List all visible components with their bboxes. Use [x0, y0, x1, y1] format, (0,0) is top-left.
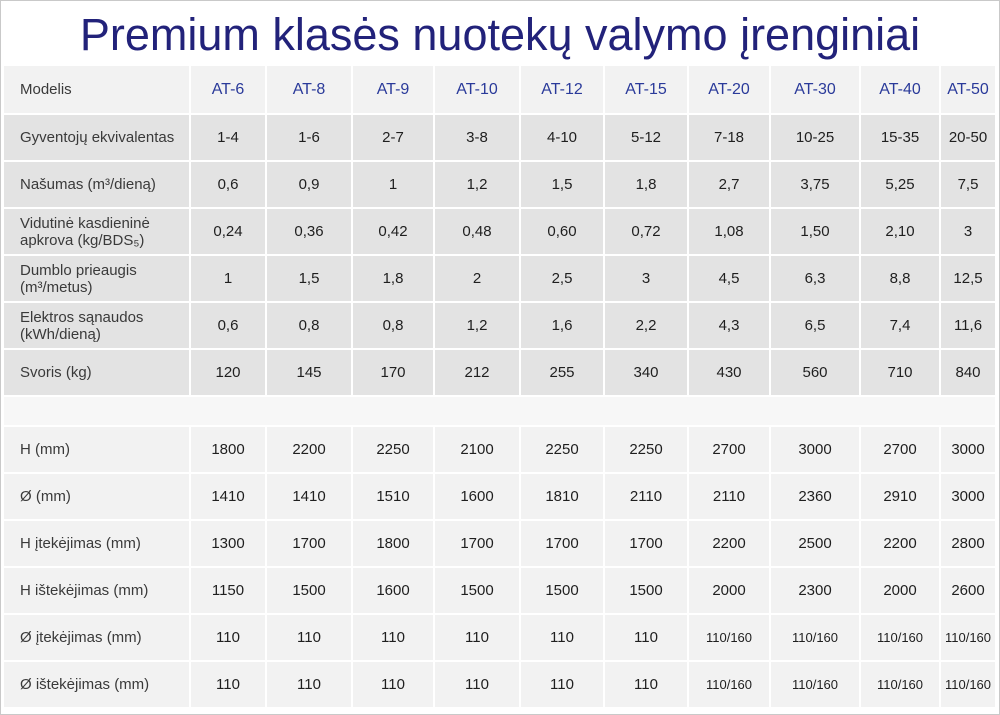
spacer-cell: [4, 396, 996, 426]
table-cell: 1,8: [604, 161, 688, 208]
table-cell: 12,5: [940, 255, 996, 302]
row-label: Vidutinė kasdieninė apkrova (kg/BDS₅): [4, 208, 190, 255]
table-cell: 1-4: [190, 114, 266, 161]
table-cell: 145: [266, 349, 352, 396]
table-cell: 0,6: [190, 302, 266, 349]
table-row: [4, 661, 996, 708]
table-cell: 110: [434, 661, 520, 708]
table-cell: 1600: [352, 567, 434, 614]
table-cell: 2200: [860, 520, 940, 567]
table-cell: 3: [604, 255, 688, 302]
table-row: [4, 614, 996, 661]
model-header: AT-15: [604, 66, 688, 114]
table-cell: 170: [352, 349, 434, 396]
header-label: Modelis: [4, 66, 190, 114]
specifications-table: [4, 66, 997, 709]
table-cell: 0,48: [434, 208, 520, 255]
table-cell: 2,7: [688, 161, 770, 208]
table-cell: 1700: [520, 520, 604, 567]
row-label: Ø (mm): [4, 473, 190, 520]
table-cell: 120: [190, 349, 266, 396]
table-cell: 110/160: [770, 661, 860, 708]
model-header: AT-30: [770, 66, 860, 114]
table-cell: 340: [604, 349, 688, 396]
table-cell: 2200: [266, 426, 352, 473]
table-cell: 110: [266, 614, 352, 661]
table-cell: 110: [190, 614, 266, 661]
table-cell: 1,2: [434, 161, 520, 208]
table-cell: 2000: [688, 567, 770, 614]
table-cell: 1,08: [688, 208, 770, 255]
table-cell: 2500: [770, 520, 860, 567]
table-row: [4, 302, 996, 349]
table-cell: 110: [266, 661, 352, 708]
table-cell: 1500: [266, 567, 352, 614]
table-row: [4, 567, 996, 614]
table-cell: 2,5: [520, 255, 604, 302]
table-cell: 1500: [520, 567, 604, 614]
table-cell: 1410: [190, 473, 266, 520]
table-cell: 1300: [190, 520, 266, 567]
table-cell: 1800: [352, 520, 434, 567]
table-cell: 7,4: [860, 302, 940, 349]
table-cell: 1,5: [266, 255, 352, 302]
table-cell: 0,8: [352, 302, 434, 349]
model-header: AT-8: [266, 66, 352, 114]
table-cell: 840: [940, 349, 996, 396]
table-cell: 7,5: [940, 161, 996, 208]
table-cell: 3,75: [770, 161, 860, 208]
table-cell: 2250: [352, 426, 434, 473]
table-cell: 2: [434, 255, 520, 302]
table-cell: 110: [434, 614, 520, 661]
table-row: [4, 520, 996, 567]
header-row: [4, 66, 996, 114]
table-cell: 11,6: [940, 302, 996, 349]
table-cell: 2000: [860, 567, 940, 614]
table-cell: 560: [770, 349, 860, 396]
table-cell: 0,42: [352, 208, 434, 255]
table-cell: 110: [520, 661, 604, 708]
table-cell: 1700: [434, 520, 520, 567]
table-cell: 1410: [266, 473, 352, 520]
table-cell: 2250: [604, 426, 688, 473]
table-cell: 110/160: [688, 614, 770, 661]
table-cell: 710: [860, 349, 940, 396]
table-cell: 110: [190, 661, 266, 708]
table-cell: 212: [434, 349, 520, 396]
table-cell: 1: [352, 161, 434, 208]
table-cell: 1: [190, 255, 266, 302]
model-header: AT-12: [520, 66, 604, 114]
model-header: AT-40: [860, 66, 940, 114]
table-row: [4, 114, 996, 161]
table-cell: 0,6: [190, 161, 266, 208]
table-cell: 2110: [604, 473, 688, 520]
table-cell: 2600: [940, 567, 996, 614]
row-label: H ištekėjimas (mm): [4, 567, 190, 614]
model-header: AT-50: [940, 66, 996, 114]
table-cell: 1700: [266, 520, 352, 567]
table-row: [4, 255, 996, 302]
table-cell: 1500: [604, 567, 688, 614]
table-cell: 1700: [604, 520, 688, 567]
table-cell: 2,10: [860, 208, 940, 255]
table-cell: 110: [352, 661, 434, 708]
table-cell: 2910: [860, 473, 940, 520]
table-cell: 4-10: [520, 114, 604, 161]
table-cell: 3000: [770, 426, 860, 473]
table-cell: 4,3: [688, 302, 770, 349]
table-cell: 1810: [520, 473, 604, 520]
model-header: AT-20: [688, 66, 770, 114]
table-spacer: [4, 396, 996, 426]
row-label: Ø ištekėjimas (mm): [4, 661, 190, 708]
table-row: [4, 161, 996, 208]
table-cell: 0,9: [266, 161, 352, 208]
table-cell: 430: [688, 349, 770, 396]
table-cell: 2700: [860, 426, 940, 473]
table-cell: 2,2: [604, 302, 688, 349]
table-cell: 0,60: [520, 208, 604, 255]
table-cell: 1,6: [520, 302, 604, 349]
table-cell: 110/160: [940, 661, 996, 708]
table-cell: 3000: [940, 473, 996, 520]
table-cell: 0,36: [266, 208, 352, 255]
table-cell: 2200: [688, 520, 770, 567]
table-cell: 0,72: [604, 208, 688, 255]
table-cell: 110/160: [940, 614, 996, 661]
row-label: Ø įtekėjimas (mm): [4, 614, 190, 661]
table-cell: 0,8: [266, 302, 352, 349]
table-row: [4, 349, 996, 396]
model-header: AT-6: [190, 66, 266, 114]
table-cell: 110/160: [688, 661, 770, 708]
table-cell: 1,8: [352, 255, 434, 302]
table-row: [4, 473, 996, 520]
table-cell: 1,2: [434, 302, 520, 349]
row-label: Gyventojų ekvivalentas: [4, 114, 190, 161]
table-cell: 20-50: [940, 114, 996, 161]
model-header: AT-9: [352, 66, 434, 114]
table-cell: 110: [352, 614, 434, 661]
table-cell: 5-12: [604, 114, 688, 161]
table-cell: 1-6: [266, 114, 352, 161]
table-cell: 110/160: [770, 614, 860, 661]
table-cell: 2800: [940, 520, 996, 567]
table-row: [4, 208, 996, 255]
table-cell: 3: [940, 208, 996, 255]
row-label: Svoris (kg): [4, 349, 190, 396]
row-label: Elektros sąnaudos (kWh/dieną): [4, 302, 190, 349]
table-cell: 1,50: [770, 208, 860, 255]
table-row: [4, 426, 996, 473]
row-label: H (mm): [4, 426, 190, 473]
table-cell: 1600: [434, 473, 520, 520]
row-label: H įtekėjimas (mm): [4, 520, 190, 567]
table-cell: 2-7: [352, 114, 434, 161]
table-cell: 10-25: [770, 114, 860, 161]
table-cell: 110/160: [860, 614, 940, 661]
row-label: Dumblo prieaugis (m³/metus): [4, 255, 190, 302]
table-cell: 15-35: [860, 114, 940, 161]
table-cell: 2300: [770, 567, 860, 614]
table-cell: 3-8: [434, 114, 520, 161]
table-cell: 2250: [520, 426, 604, 473]
table-cell: 1510: [352, 473, 434, 520]
row-label: Našumas (m³/dieną): [4, 161, 190, 208]
table-cell: 110: [520, 614, 604, 661]
table-cell: 2110: [688, 473, 770, 520]
table-cell: 1150: [190, 567, 266, 614]
table-cell: 0,24: [190, 208, 266, 255]
table-cell: 3000: [940, 426, 996, 473]
table-cell: 1800: [190, 426, 266, 473]
table-cell: 2360: [770, 473, 860, 520]
table-cell: 2700: [688, 426, 770, 473]
table-cell: 2100: [434, 426, 520, 473]
table-cell: 255: [520, 349, 604, 396]
table-cell: 1,5: [520, 161, 604, 208]
table-cell: 110/160: [860, 661, 940, 708]
table-cell: 110: [604, 661, 688, 708]
table-cell: 6,5: [770, 302, 860, 349]
table-cell: 8,8: [860, 255, 940, 302]
table-cell: 7-18: [688, 114, 770, 161]
table-cell: 4,5: [688, 255, 770, 302]
page-title: Premium klasės nuotekų valymo įrenginiai: [79, 9, 921, 60]
table-cell: 6,3: [770, 255, 860, 302]
table-cell: 1500: [434, 567, 520, 614]
model-header: AT-10: [434, 66, 520, 114]
table-cell: 5,25: [860, 161, 940, 208]
table-cell: 110: [604, 614, 688, 661]
